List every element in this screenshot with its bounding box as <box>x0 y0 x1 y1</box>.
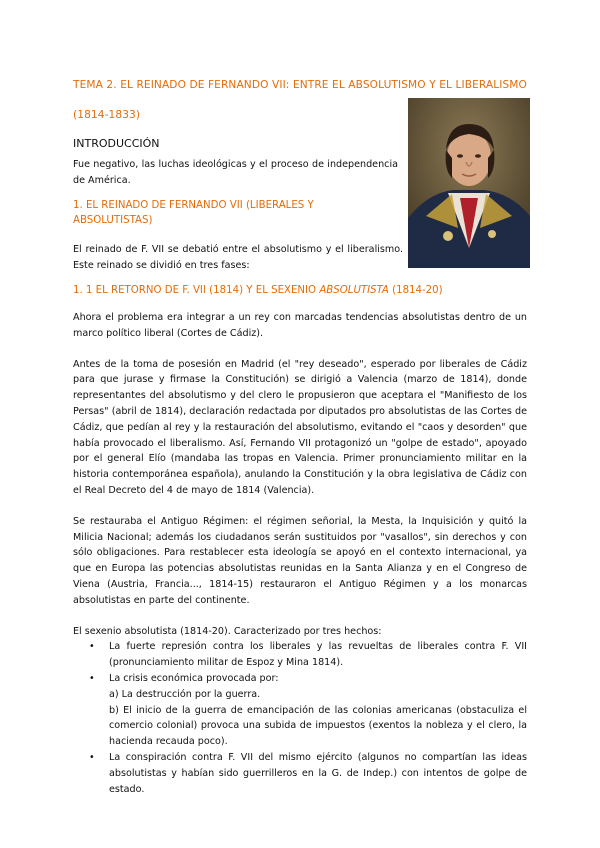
portrait-painting <box>408 98 530 268</box>
sexenio-list-continued <box>73 750 527 797</box>
section-1-1-heading-part2: ABSOLUTISTA <box>319 285 389 296</box>
main-body <box>73 310 527 797</box>
body-paragraph-1: Ahora el problema era integrar a un rey con marcadas tendencias absolutistas dentro de un marco político liberal (Cortes de Cádiz). <box>73 312 527 339</box>
list-item <box>73 639 527 671</box>
sexenio-intro: El sexenio absolutista (1814-20). Caracterizado por tres hechos: <box>73 625 382 637</box>
intro-paragraph: Fue negativo, las luchas ideológicas y el proceso de independencia de América. <box>73 159 398 186</box>
section-1-1-heading <box>73 285 443 296</box>
section-1-1-heading-part1: 1. 1 EL RETORNO DE F. VII (1814) Y EL SEXENIO <box>73 285 317 296</box>
list-item <box>73 750 527 797</box>
bullet-icon: • <box>89 751 95 763</box>
sub-item-a: a) La destrucción por la guerra. <box>109 688 261 700</box>
body-paragraph-3: Se restauraba el Antiguo Régimen: el régimen señorial, la Mesta, la Inquisición y quitó la Milicia Nacional; además los ciudadanos serán sustituidos por "vasallos", sin derechos y con sólo obligaciones. Para restablecer esta ideología se apoyó en el contexto internacional, ya que en Europa las potencias absolutistas reunidas en la Santa Alianza y en el Congreso de Viena (Austria, Francia..., 1814-15) restauraron el Antiguo Régimen y a los monarcas absolutistas en parte del continente. <box>73 515 527 606</box>
list-item-text: La fuerte represión contra los liberales y las revueltas de liberales contra F. VII (pronunciamiento militar de Espoz y Mina 1814). <box>109 641 527 669</box>
body-paragraph-2: Antes de la toma de posesión en Madrid (el "rey deseado", esperado por liberales de Cádiz para que jurase y firmase la Constitución) se dirigió a Valencia (marzo de 1814), donde representantes del absolutismo y del clero le propusieron que aceptara el "Manifiesto de los Persas" (abril de 1814), declaración redactada por diputados pro absolutistas de las Cortes de Cádiz, que pedían al rey y la restauración del absolutismo, evitando el "caos y desorden" que había provocado el liberalismo. Así, Fernando VII protagonizó un "golpe de estado", apoyado por el general Elío (mandaba las tropas en Valencia. Primer pronunciamiento militar en la historia contemporánea española), anulando la Constitución y la obra legislativa de Cádiz con el Real Decreto del 4 de mayo de 1814 (Valencia). <box>73 358 527 496</box>
section-1-paragraph: El reinado de F. VII se debatió entre el absolutismo y el liberalismo. Este reinado se dividió en tres fases: <box>73 244 403 271</box>
list-item-text: La crisis económica provocada por: <box>109 672 279 684</box>
title-line-2: (1814-1833) <box>73 109 141 121</box>
bullet-icon: • <box>89 672 95 684</box>
intro-heading: INTRODUCCIÓN <box>73 137 160 150</box>
section-1-1-heading-part3: (1814-20) <box>392 285 443 296</box>
list-item <box>73 671 527 687</box>
sexenio-list <box>73 639 527 686</box>
title-line-1: TEMA 2. EL REINADO DE FERNANDO VII: ENTRE EL ABSOLUTISMO Y EL LIBERALISMO <box>73 79 527 91</box>
portrait-image <box>408 98 530 268</box>
bullet-icon: • <box>89 641 95 653</box>
list-item-text: La conspiración contra F. VII del mismo ejército (algunos no compartían las ideas absolutistas y habían sido guerrilleros en la G. de Indep.) con intentos de golpe de estado. <box>109 751 527 795</box>
section-1-heading: 1. EL REINADO DE FERNANDO VII (LIBERALES Y ABSOLUTISTAS) <box>73 200 314 226</box>
sub-item-b: b) El inicio de la guerra de emancipación de las colonias americanas (obstaculiza el comercio colonial) provoca una subida de impuestos (exentos la nobleza y el clero, la hacienda recauda poco). <box>109 704 527 748</box>
